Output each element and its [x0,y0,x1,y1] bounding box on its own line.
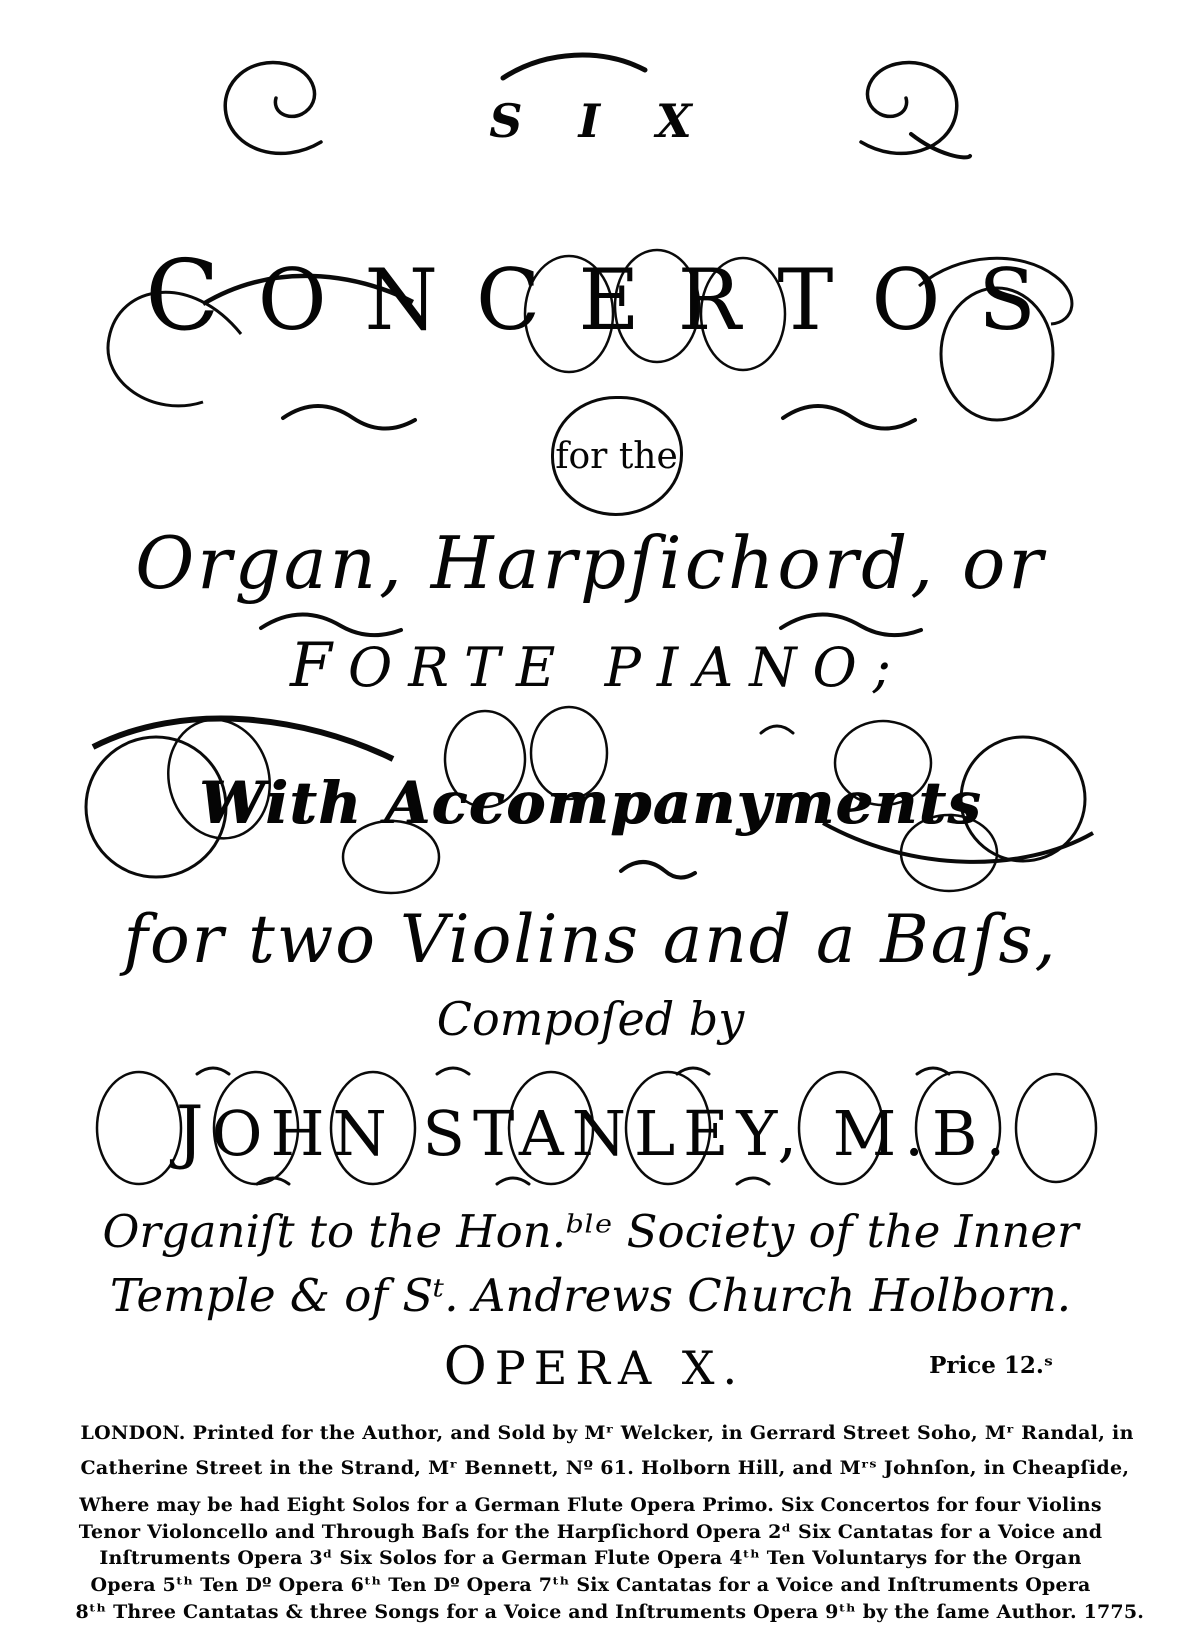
catalog-line: Inſtruments Opera 3ᵈ Six Solos for a German Flute Opera 4ᵗʰ Ten Voluntarys for the Organ [99,1547,1082,1570]
publisher-imprint [80,1416,1134,1486]
organist-credit [0,1200,1181,1328]
title-concertos: CONCERTOS [145,239,1074,352]
engraved-title-page [0,44,1181,1644]
title-six: SIX [489,94,748,148]
imprint-line1: LONDON. Printed for the Author, and Sold by Mʳ Welcker, in Gerrard Street Soho, Mʳ Randal, in [80,1421,1134,1444]
for-the-label: for the [555,435,678,477]
accompaniments-row [0,705,1181,901]
organist-credit-line2: Temple & of Sᵗ. Andrews Church Holborn. [109,1269,1072,1323]
opus-number: OPERA X. [443,1335,746,1397]
catalog-line: Tenor Violoncello and Through Baſs for the Harpſichord Opera 2ᵈ Six Cantatas for a Voice and [78,1520,1103,1543]
fortepiano-line: FORTE PIANO; [290,631,907,701]
instruments-line: Organ, Harpſichord, or [135,521,1046,605]
catalog-line: 8ᵗʰ Three Cantatas & three Songs for a Voice and Inſtruments Opera 9ᵗʰ by the ſame Author. 1775. [75,1600,1145,1623]
composed-by-line: Compoſed by [436,992,745,1047]
opus-row [0,1336,1181,1396]
accompaniments-line: With Accompanyments [199,768,982,837]
composer-row [0,1052,1181,1200]
title-six-row [0,44,1181,186]
catalog-line: Opera 5ᵗʰ Ten Dº Opera 6ᵗʰ Ten Dº Opera 7ᵗʰ Six Cantatas for a Voice and Inſtruments Opera [90,1574,1091,1597]
scoring-line: for two Violins and a Baſs, [123,900,1058,978]
composer-name: JOHN STANLEY, M.B. [175,1092,1014,1173]
catalog-line: Where may be had Eight Solos for a German Flute Opera Primo. Six Concertos for four Violins [79,1494,1102,1517]
imprint-line2: Catherine Street in the Strand, Mʳ Bennett, Nº 61. Holborn Hill, and Mʳˢ Johnſon, in Cheapſide, [80,1457,1130,1480]
for-the-circle [551,396,683,516]
price-label: Price 12.ˢ [929,1351,1053,1379]
works-catalog [75,1492,1145,1625]
organist-credit-line1: Organiſt to the Hon.ᵇˡᵉ Society of the Inner [102,1205,1079,1259]
